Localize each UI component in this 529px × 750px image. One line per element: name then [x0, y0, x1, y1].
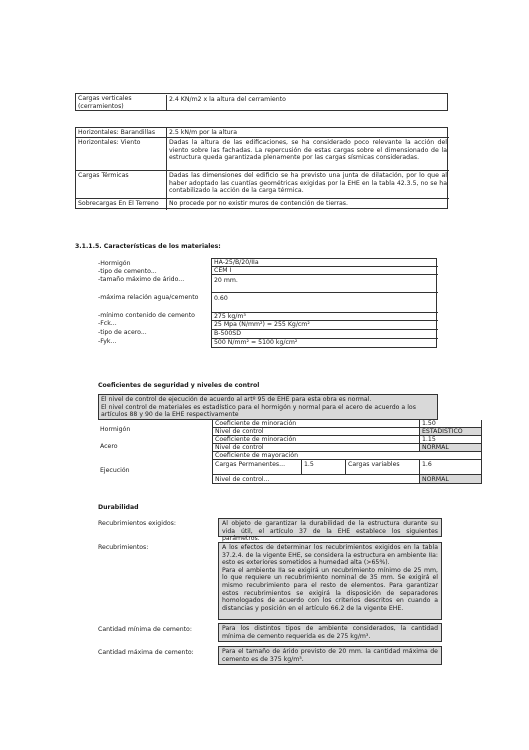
- materials-heading: 3.1.1.5. Características de los materiales:: [75, 243, 221, 250]
- table-cell-value: Dadas la altura de las edificaciones, se ha considerado poco relevante la acción del viento sobre las fachadas. La repercusión de estas cargas sobre el dimensionado de la estructura queda garantizada plenamente por las cargas sísmicas consideradas.: [167, 138, 449, 171]
- safety-row-label: Nivel de control: [212, 444, 420, 452]
- durability-paragraph: Para el ambiente IIa se exigirá un recubrimiento mínimo de 25 mm, lo que requiere un recubrimiento nominal de 35 mm. Se exigirá el mismo recubrimiento para el resto de elementos. Para garantizar estos recubrimientos se exigirá la disposición de separadores homologados de acuerdo con los criterios descritos en cuando a distancias y posición en el artículo 66.2 de la vigente EHE.: [222, 566, 438, 612]
- safety-row-label: Coeficiente de minoración: [212, 436, 420, 444]
- durability-label: Cantidad mínima de cemento:: [98, 626, 192, 633]
- durability-label: Recubrimientos:: [98, 544, 149, 551]
- table-cell-value: 2.4 KN/m2 x la altura del cerramiento: [169, 96, 286, 103]
- durability-value-box: Al objeto de garantizar la durabilidad de la estructura durante su vida útil, el artículo 37 de la EHE establece los siguientes parámetros.: [218, 518, 442, 537]
- material-value: 20 mm.: [212, 275, 438, 293]
- durability-value-box: Para el tamaño de árido previsto de 20 mm. la cantidad máxima de cemento es de 375 kg/m³.: [218, 646, 442, 665]
- table-cell-label: Cargas Térmicas: [76, 171, 167, 199]
- durability-heading: Durabilidad: [98, 504, 139, 511]
- material-value: 25 Mpa (N/mm²) = 255 Kg/cm²: [212, 321, 438, 330]
- table-cell-value: Dadas las dimensiones del edificio se ha previsto una junta de dilatación, por lo que al haber adoptado las cuantías geométricas exigidas por la EHE en la tabla 42.3.5, no se ha contabilizado la acción de la carga térmica.: [167, 171, 449, 199]
- safety-group-label: Hormigón: [100, 426, 131, 433]
- safety-row-value: 1.50: [420, 420, 482, 428]
- material-label: -tamaño máximo de árido...: [98, 276, 185, 283]
- durability-label: Recubrimientos exigidos:: [98, 520, 176, 527]
- material-label: -mínimo contenido de cemento: [98, 312, 195, 319]
- materials-values-box: [211, 258, 437, 348]
- table-cell-value: No procede por no existir muros de contención de tierras.: [169, 200, 348, 207]
- loads-table-1: [75, 93, 448, 111]
- safety-group-label: Ejecución: [100, 467, 130, 474]
- safety-group-label: Acero: [100, 443, 118, 450]
- safety-row-value: NORMAL: [420, 444, 482, 452]
- safety-row-label: Nivel de control...: [212, 475, 420, 484]
- safety-table: [98, 420, 463, 488]
- durability-value-box: Para los distintos tipos de ambiente considerados, la cantidad mínima de cemento requerida es de 275 kg/m³.: [218, 623, 442, 642]
- material-label: -Fyk...: [98, 338, 117, 345]
- material-value: 275 kg/m³: [212, 313, 438, 321]
- material-value: CEM I: [212, 267, 438, 275]
- safety-heading: Coeficientes de seguridad y niveles de control: [98, 382, 260, 389]
- material-label: -tipo de acero...: [98, 329, 147, 336]
- durability-value-box: [218, 542, 442, 620]
- material-label: -Fck...: [98, 320, 117, 327]
- material-value: HA-25/B/20/IIa: [212, 259, 438, 267]
- safety-note-line: El nivel de control de ejecución de acuerdo al artº 95 de EHE para esta obra es normal.: [101, 396, 372, 403]
- table-cell-label: Sobrecargas En El Terreno: [76, 199, 167, 210]
- safety-row-value: NORMAL: [420, 475, 482, 484]
- material-value: B-500SD: [212, 330, 438, 339]
- material-label: -máxima relación agua/cemento: [98, 294, 199, 301]
- material-value: 0.60: [212, 293, 438, 313]
- safety-note-line: El nivel control de materiales es estadístico para el hormigón y normal para el acero de acuerdo a los artículos 88 y 90 de la EHE respectivamente: [101, 403, 416, 419]
- durability-label: Cantidad máxima de cemento:: [98, 649, 194, 656]
- table-cell-value: 2.5 kN/m por la altura: [167, 128, 449, 138]
- loads-table-2: [75, 127, 448, 209]
- safety-row-label: Coeficiente de mayoración: [212, 452, 482, 460]
- safety-row-value: ESTADISTICO: [420, 428, 482, 436]
- table-cell-label: Cargas verticales (cerramientos): [76, 95, 167, 111]
- safety-note: [98, 394, 438, 420]
- safety-row-label: Nivel de control: [212, 428, 420, 436]
- table-cell-label: Horizontales: Barandillas: [76, 128, 167, 138]
- safety-var-label: Cargas variables: [346, 460, 420, 475]
- safety-var-value: 1.6: [420, 460, 482, 475]
- safety-row-value: 1.15: [420, 436, 482, 444]
- safety-perm-label: Cargas Permanentes...: [212, 460, 302, 475]
- durability-paragraph: A los efectos de determinar los recubrimientos exigidos en la tabla 37.2.4. de la vigente EHE, se considera la estructura en ambiente IIa: esto es exteriores sometidos a humedad alta (>65%).: [222, 544, 438, 567]
- material-label: -tipo de cemento...: [98, 268, 157, 275]
- safety-perm-value: 1.5: [302, 460, 346, 475]
- material-value: 500 N/mm² = 5100 kg/cm²: [214, 339, 298, 346]
- safety-row-label: Coeficiente de minoración: [212, 420, 420, 428]
- table-cell-label: Horizontales: Viento: [76, 138, 167, 171]
- material-label: -Hormigón: [98, 260, 131, 267]
